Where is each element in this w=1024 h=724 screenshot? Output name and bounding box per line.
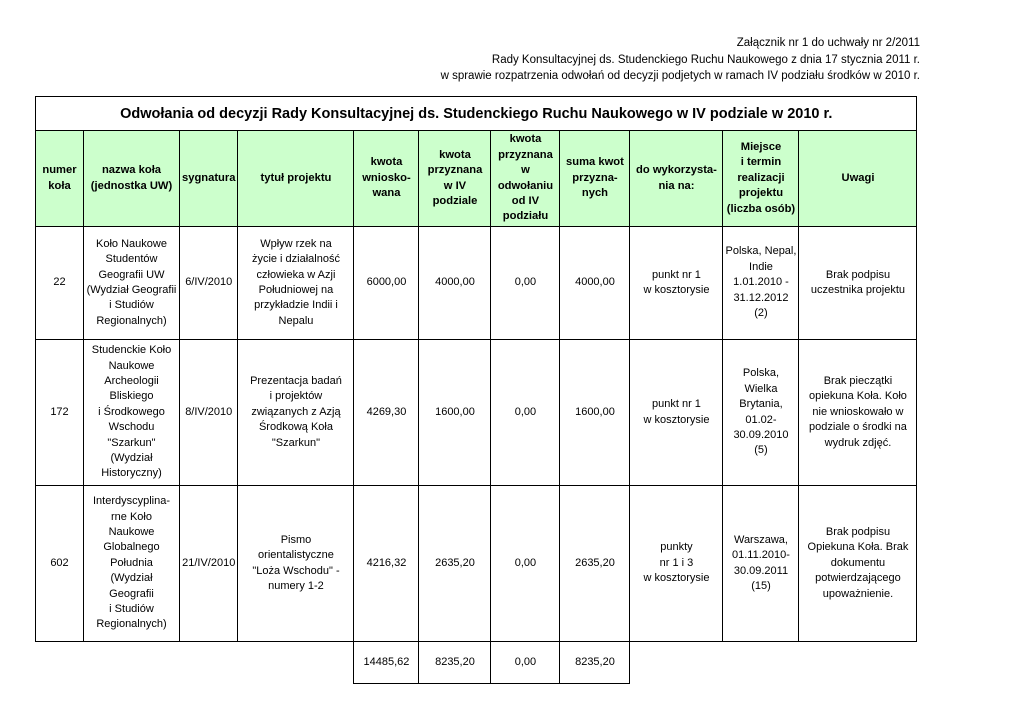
cell-suma: 2635,20 — [560, 486, 630, 642]
cell-wnioskowana: 4216,32 — [354, 486, 419, 642]
totals-row — [36, 642, 917, 684]
column-header-kwota-wnioskowana: kwota wniosko- wana — [354, 131, 419, 227]
cell-nazwa: Studenckie Koło Naukowe Archeologii Bliskiego i Środkowego Wschodu "Szarkun" (Wydział Historyczny) — [84, 340, 180, 486]
cell-miejsce: Polska, Wielka Brytania, 01.02- 30.09.2010 (5) — [723, 340, 799, 486]
column-header-sygnatura: sygnatura — [180, 131, 238, 227]
cell-sygnatura: 8/IV/2010 — [180, 340, 238, 486]
column-header-nazwa: nazwa koła (jednostka UW) — [84, 131, 180, 227]
column-header-tytul: tytuł projektu — [238, 131, 354, 227]
cell-przyznana: 1600,00 — [419, 340, 491, 486]
cell-tytul: Wpływ rzek na życie i działalność człowieka w Azji Południowej na przykładzie Indii i Nepalu — [238, 227, 354, 340]
cell-uwagi: Brak pieczątki opiekuna Koła. Koło nie wnioskowało w podziale o środki na wydruk zdjęć. — [799, 340, 917, 486]
column-header-wykorzystanie: do wykorzysta- nia na: — [630, 131, 723, 227]
attachment-header-line-3: w sprawie rozpatrzenia odwołań od decyzji podjetych w ramach IV podziału środków w 2010 r. — [440, 70, 920, 82]
table-header-row — [36, 131, 917, 227]
table-row — [36, 486, 917, 642]
totals-spacer — [36, 642, 354, 684]
cell-odwolanie: 0,00 — [491, 227, 560, 340]
cell-wykorzystanie: punkty nr 1 i 3 w kosztorysie — [630, 486, 723, 642]
cell-odwolanie: 0,00 — [491, 340, 560, 486]
cell-uwagi: Brak podpisu Opiekuna Koła. Brak dokumentu potwierdzającego upoważnienie. — [799, 486, 917, 642]
column-header-kwota-przyznana: kwota przyznana w IV podziale — [419, 131, 491, 227]
total-przyznana: 8235,20 — [419, 642, 491, 684]
column-header-numer: numer koła — [36, 131, 84, 227]
column-header-kwota-odwolanie: kwota przyznana w odwołaniu od IV podziału — [491, 131, 560, 227]
total-suma: 8235,20 — [560, 642, 630, 684]
cell-uwagi: Brak podpisu uczestnika projektu — [799, 227, 917, 340]
column-header-uwagi: Uwagi — [799, 131, 917, 227]
cell-tytul: Pismo orientalistyczne "Loża Wschodu" - numery 1-2 — [238, 486, 354, 642]
cell-numer: 22 — [36, 227, 84, 340]
cell-sygnatura: 21/IV/2010 — [180, 486, 238, 642]
cell-tytul: Prezentacja badań i projektów związanych z Azją Środkową Koła "Szarkun" — [238, 340, 354, 486]
totals-spacer-right — [630, 642, 917, 684]
total-wnioskowana: 14485,62 — [354, 642, 419, 684]
cell-suma: 4000,00 — [560, 227, 630, 340]
cell-suma: 1600,00 — [560, 340, 630, 486]
attachment-header-line-2: Rady Konsultacyjnej ds. Studenckiego Ruchu Naukowego z dnia 17 stycznia 2011 r. — [491, 54, 920, 66]
table-title: Odwołania od decyzji Rady Konsultacyjnej ds. Studenckiego Ruchu Naukowego w IV podziale w 2010 r. — [36, 97, 917, 131]
column-header-miejsce: Miejsce i termin realizacji projektu (liczba osób) — [723, 131, 799, 227]
appeals-table — [35, 96, 917, 684]
attachment-header-line-1: Załącznik nr 1 do uchwały nr 2/2011 — [736, 37, 920, 49]
cell-numer: 602 — [36, 486, 84, 642]
total-odwolanie: 0,00 — [491, 642, 560, 684]
column-header-suma: suma kwot przyzna- nych — [560, 131, 630, 227]
cell-wnioskowana: 6000,00 — [354, 227, 419, 340]
cell-sygnatura: 6/IV/2010 — [180, 227, 238, 340]
table-row — [36, 340, 917, 486]
table-row — [36, 227, 917, 340]
cell-nazwa: Koło Naukowe Studentów Geografii UW (Wydział Geografii i Studiów Regionalnych) — [84, 227, 180, 340]
cell-numer: 172 — [36, 340, 84, 486]
cell-miejsce: Warszawa, 01.11.2010- 30.09.2011 (15) — [723, 486, 799, 642]
cell-odwolanie: 0,00 — [491, 486, 560, 642]
cell-przyznana: 4000,00 — [419, 227, 491, 340]
cell-przyznana: 2635,20 — [419, 486, 491, 642]
cell-nazwa: Interdyscyplina- rne Koło Naukowe Globalnego Południa (Wydział Geografii i Studiów Regionalnych) — [84, 486, 180, 642]
cell-wykorzystanie: punkt nr 1 w kosztorysie — [630, 227, 723, 340]
table-title-row — [36, 97, 917, 131]
cell-wykorzystanie: punkt nr 1 w kosztorysie — [630, 340, 723, 486]
cell-wnioskowana: 4269,30 — [354, 340, 419, 486]
cell-miejsce: Polska, Nepal, Indie 1.01.2010 - 31.12.2012 (2) — [723, 227, 799, 340]
